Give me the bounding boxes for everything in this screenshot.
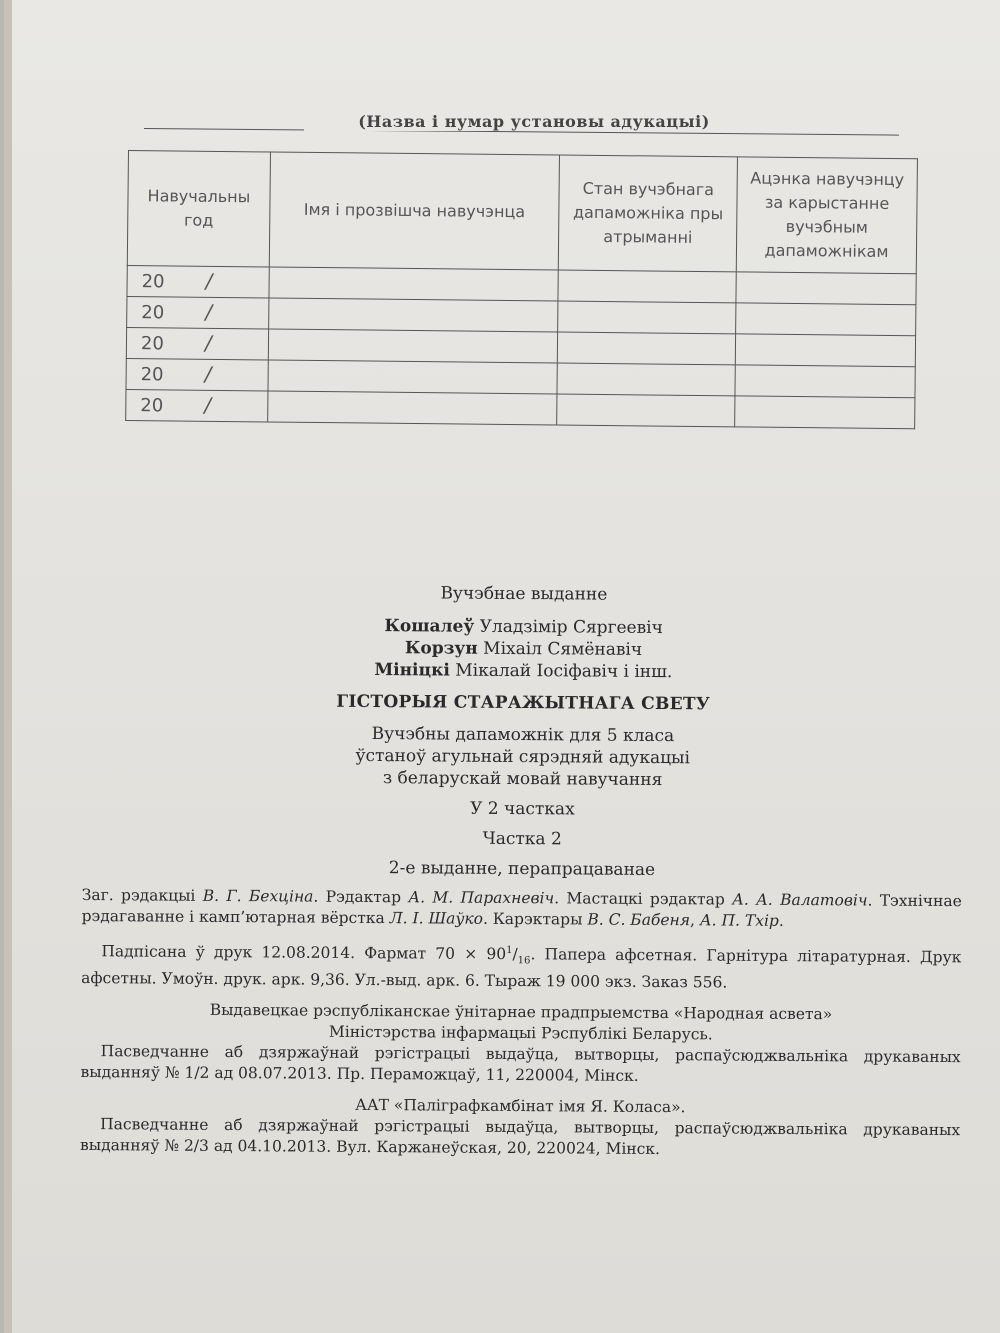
- editor-role: . Карэктары: [482, 909, 588, 929]
- editor-role: . Мастацкі рэдактар: [554, 889, 733, 909]
- year-slash: /: [205, 268, 213, 293]
- printing-details: [81, 937, 961, 995]
- edition-number: 2-е выданне, перапрацаванае: [388, 858, 656, 880]
- book-subtitle: з беларускай мовай навучання: [382, 768, 663, 791]
- condition-cell: [557, 363, 735, 396]
- editor-role: . Рэдактар: [313, 887, 409, 907]
- year-slash: /: [204, 361, 212, 386]
- year-cell: [127, 296, 269, 328]
- grade-cell: [735, 334, 915, 367]
- editor-role: Заг. рэдакцыі: [81, 885, 203, 905]
- author-surname: Кошалеў: [384, 616, 475, 637]
- book-subtitle: Вучэбны дапаможнік для 5 класа: [371, 724, 675, 747]
- editor-name: В. С. Бабеня: [587, 910, 691, 930]
- parts-count: У 2 частках: [470, 798, 575, 820]
- format-sup: 1: [506, 944, 513, 957]
- page-edge: [4, 0, 12, 1333]
- publisher-ministry: Міністэрства інфармацыі Рэспублікі Беларусь.: [328, 1022, 713, 1044]
- author-given-names: Уладзімір Сяргеевіч: [474, 616, 663, 639]
- printer-certificate: Пасведчанне аб дзяржаўнай рэгістрацыі выдаўца, вытворцы, распаўсюджвальніка друкаваных выданняў № 2/3 ад 04.10.2013. Вул. Каржанеўская, 20, 220024, Мінск.: [79, 1115, 961, 1159]
- grade-cell: [735, 396, 915, 429]
- editor-role: . Тэхнічнае рэдагаванне і камп’ютарная вёрстка: [81, 891, 962, 928]
- format-slash: /: [512, 945, 518, 964]
- book-title: ГІСТОРЫЯ СТАРАЖЫТНАГА СВЕТУ: [336, 691, 711, 715]
- editors-credits: [82, 885, 962, 933]
- condition-cell: [558, 270, 736, 303]
- editor-name: Л. І. Шаўко: [389, 909, 484, 928]
- institution-caption: (Назва і нумар установы адукацыі): [304, 112, 764, 131]
- year-prefix: 20: [140, 332, 164, 354]
- publisher-name: Выдавецкае рэспубліканскае ўнітарнае прадпрыемства «Народная асвета»: [209, 1001, 833, 1024]
- editor-name: А. М. Парахневіч: [408, 888, 555, 908]
- year-cell: [127, 265, 269, 297]
- year-slash: /: [204, 330, 212, 355]
- header-school-year: Навучальны год: [127, 151, 270, 267]
- textbook-register-table: [125, 150, 918, 429]
- grade-cell: [736, 272, 916, 305]
- editor-name: А. А. Валатовіч: [732, 890, 868, 910]
- condition-cell: [558, 301, 736, 334]
- year-slash: /: [205, 299, 213, 324]
- header-grade: Ацэнка навучэнцу за карыстанне вучэбным дапаможнікам: [736, 157, 917, 274]
- editor-role: .: [778, 911, 784, 930]
- imprint-block: [80, 580, 964, 1162]
- name-cell: [269, 267, 559, 301]
- author-given-names: Міхаіл Сямёнавіч: [477, 638, 643, 660]
- author-surname: Корзун: [404, 638, 478, 659]
- header-student-name: Імя і прозвішча навучэнца: [269, 152, 560, 270]
- printing-text: Падпісана ў друк 12.08.2014. Фармат 70 × 90: [101, 942, 507, 964]
- editor-name: А. П. Тхір: [699, 911, 779, 930]
- condition-cell: [558, 332, 736, 365]
- year-slash: /: [204, 392, 212, 417]
- year-cell: [126, 358, 268, 390]
- header-condition: Стан вучэбнага дапаможніка пры атрыманні: [559, 155, 738, 272]
- table-header-row: [127, 151, 917, 274]
- name-cell: [268, 329, 558, 363]
- publisher-certificate: Пасведчанне аб дзяржаўнай рэгістрацыі выдаўца, вытворцы, распаўсюджвальніка друкаваных выданняў № 1/2 ад 08.07.2013. Пр. Пераможцаў, 11, 220004, Мінск.: [80, 1042, 961, 1086]
- book-page: [4, 0, 1000, 1333]
- format-sub: 16: [517, 955, 531, 967]
- part-number: Частка 2: [482, 828, 562, 850]
- author-surname: Мініцкі: [374, 660, 450, 681]
- name-cell: [269, 298, 559, 332]
- book-subtitle: ўстаноў агульнай сярэдняй адукацыі: [355, 745, 691, 769]
- printer-name: ААТ «Паліграфкамбінат імя Я. Коласа».: [355, 1096, 686, 1117]
- grade-cell: [736, 303, 916, 336]
- editor-name: В. Г. Бехціна: [202, 886, 314, 906]
- year-prefix: 20: [141, 270, 165, 292]
- name-cell: [268, 391, 558, 425]
- year-cell: [126, 389, 268, 421]
- author-given-names: Мікалай Іосіфавіч і інш.: [449, 660, 673, 683]
- name-cell: [268, 360, 558, 394]
- year-prefix: 20: [140, 363, 164, 385]
- printing-text: . Папера афсетная. Гарнітура літаратурная. Друк афсетны. Умоўн. друк. арк. 9,36. Ул.-выд. арк. 6. Тыраж 19 000 экз. Заказ 556.: [81, 945, 962, 992]
- editor-role: ,: [690, 911, 700, 930]
- year-cell: [126, 327, 268, 359]
- edition-type: Вучэбнае выданне: [440, 583, 608, 605]
- condition-cell: [557, 394, 735, 427]
- grade-cell: [735, 365, 915, 398]
- year-prefix: 20: [140, 394, 164, 416]
- year-prefix: 20: [141, 301, 165, 323]
